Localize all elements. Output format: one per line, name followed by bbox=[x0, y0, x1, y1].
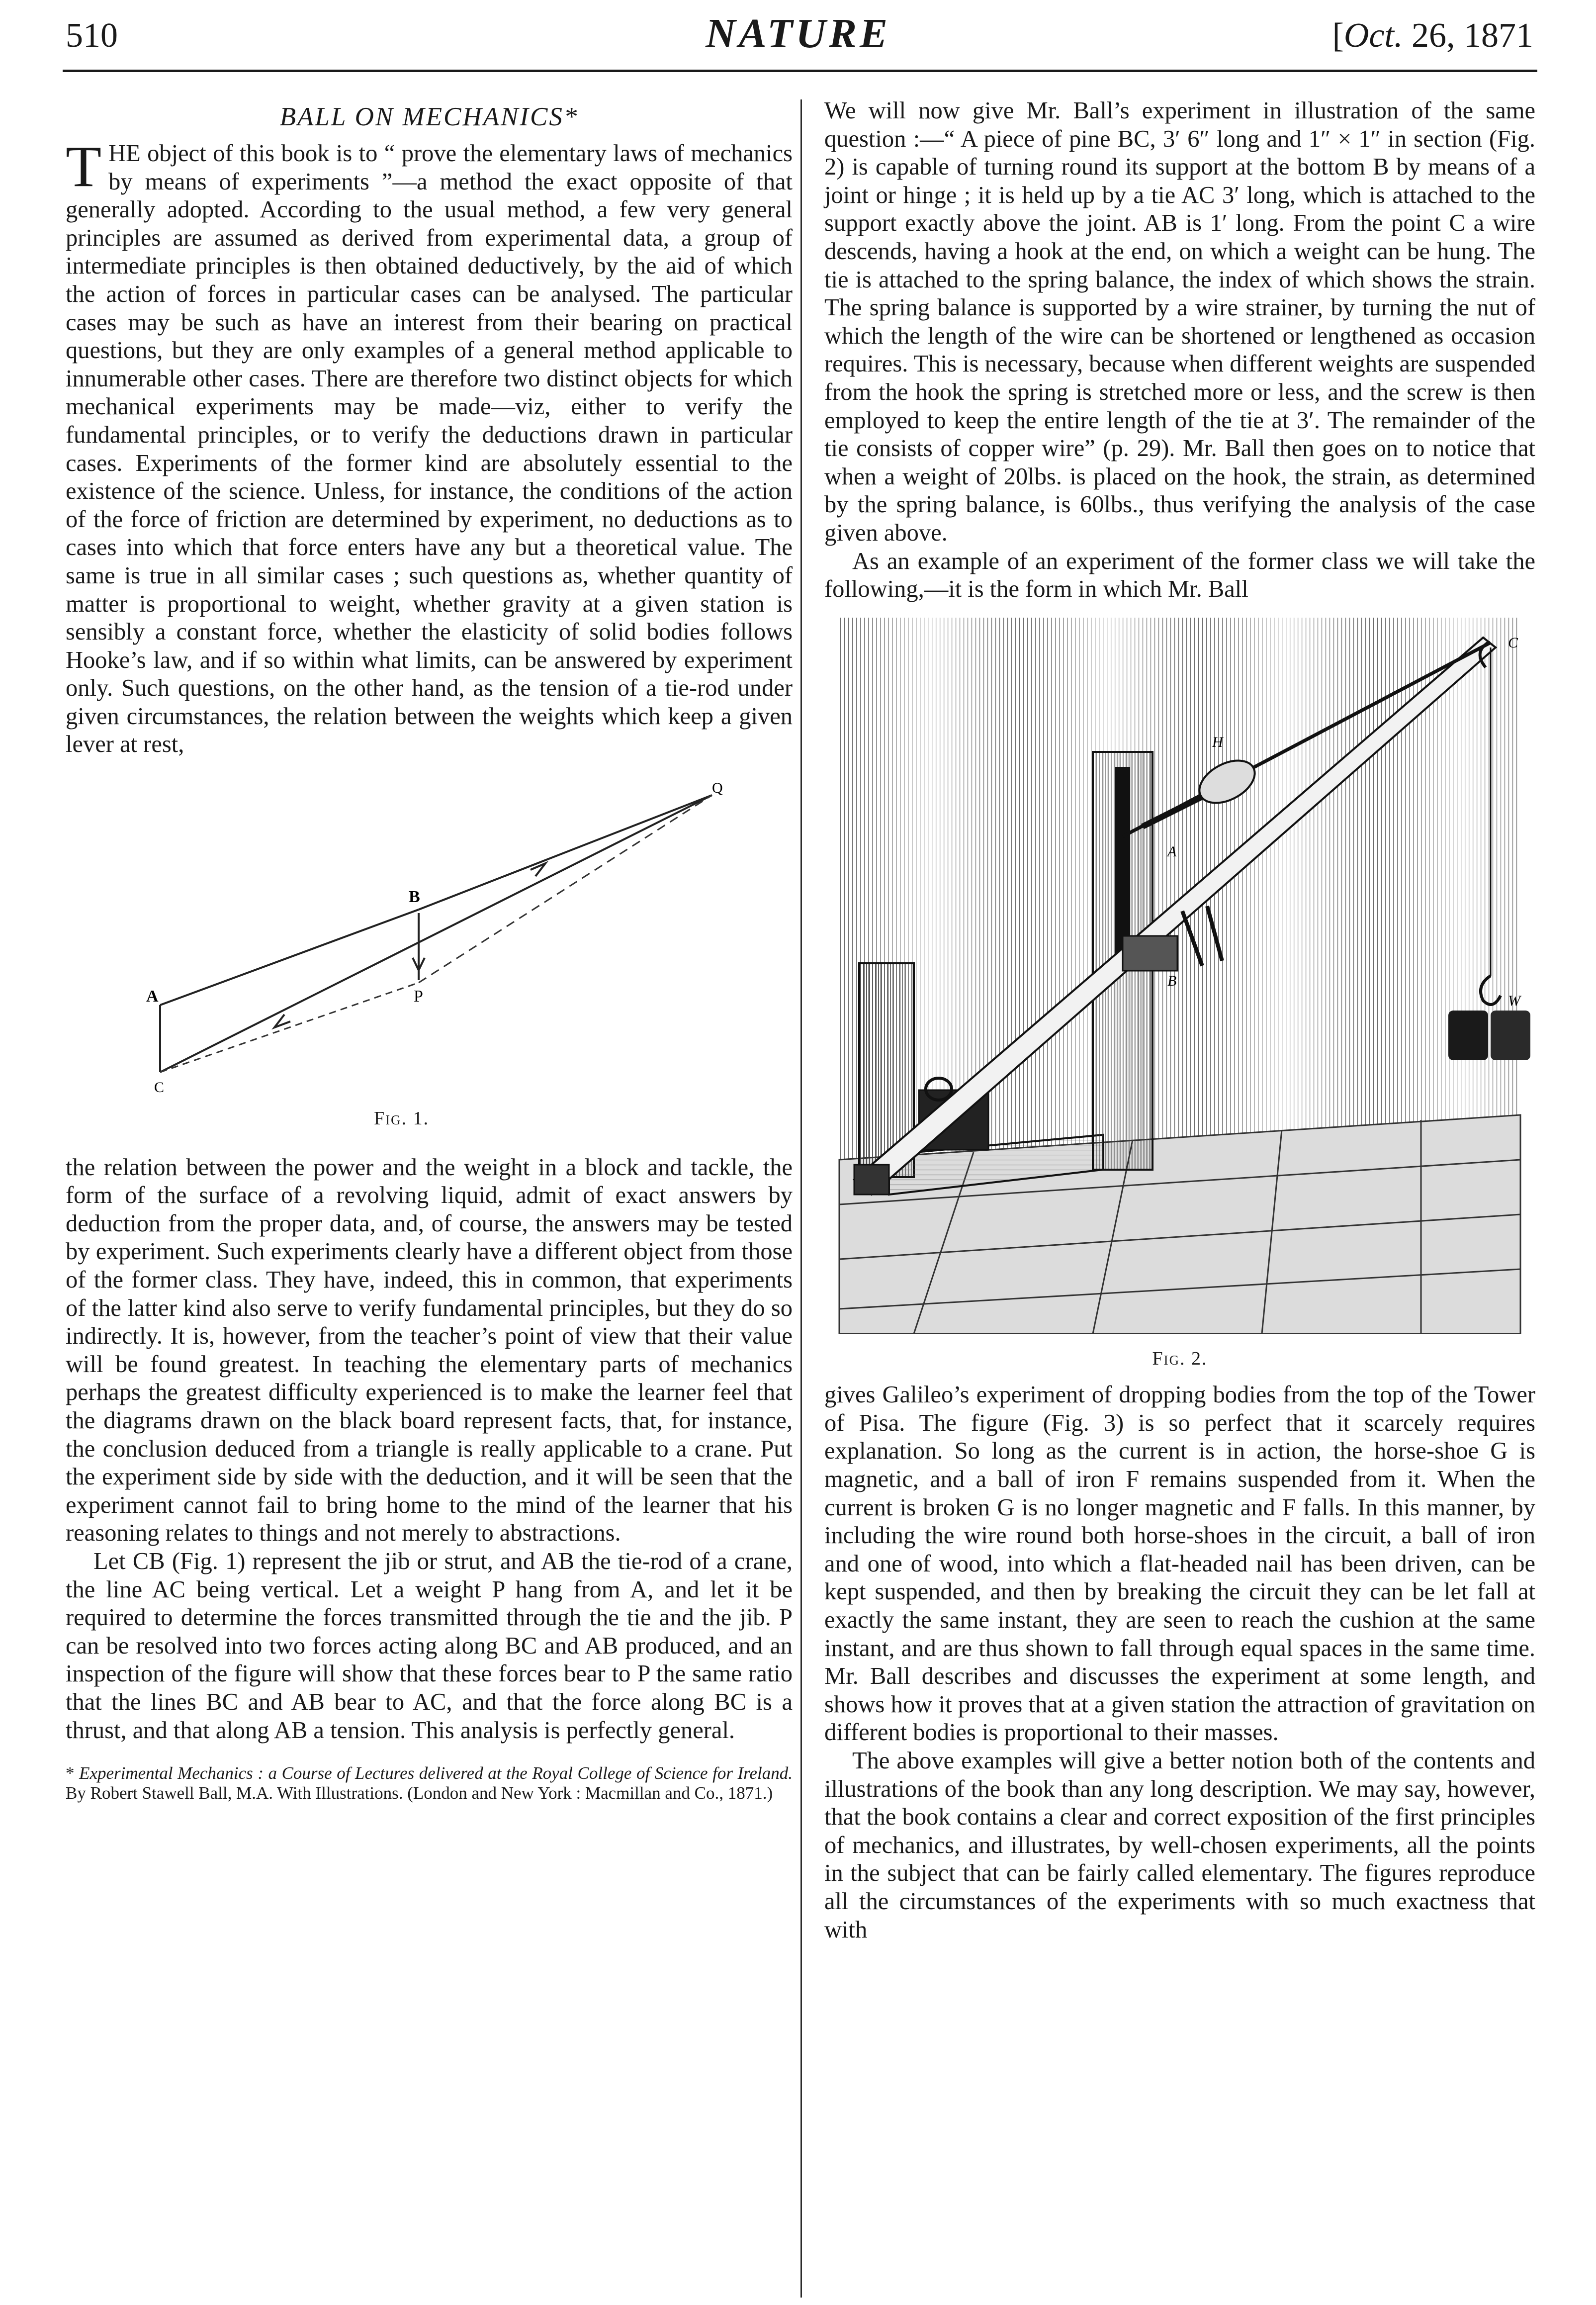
fig2-caption: Fig. 2. bbox=[1152, 1348, 1208, 1370]
column-divider bbox=[800, 99, 802, 2298]
fig1-label-c: C bbox=[154, 1079, 165, 1096]
fig2-label-w: W bbox=[1508, 992, 1520, 1009]
figure-2 bbox=[824, 618, 1535, 1371]
fig2-label-c: C bbox=[1508, 634, 1518, 651]
header-rule bbox=[63, 70, 1537, 72]
left-column bbox=[66, 97, 793, 1803]
date-month: Oct. bbox=[1343, 16, 1403, 55]
fig2-label-b: B bbox=[1167, 972, 1177, 989]
footnote-publication: By Robert Stawell Ball, M.A. With Illustrations. (London and New York : Macmillan and Co., 1871.) bbox=[66, 1783, 773, 1803]
running-header bbox=[0, 0, 1596, 75]
right-paragraph-4: The above examples will give a better notion both of the contents and illustrations of the book than any long description. We may say, however, that the book contains a clear and correct exposition of the first principles of mechanics, and illustrates, by well-chosen experiments, all the points in the subject that can be fairly called elementary. The figures reproduce all the circumstances of the experiments with so much exactness that with bbox=[824, 1748, 1535, 1943]
left-paragraph-3: Let CB (Fig. 1) represent the jib or strut, and AB the tie-rod of a crane, the line AC being vertical. Let a weight P hang from A, and let it be required to determine the forces transmitted through the tie and the jib. P can be resolved into two forces acting along BC and AB produced, and an inspection of the figure will show that these forces bear to P the same ratio that the lines BC and AB bear to AC, and that the force along BC is a thrust, and that along AB a tension. This analysis is perfectly general. bbox=[66, 1548, 793, 1744]
fig1-arrow-jib bbox=[274, 1014, 290, 1027]
right-column bbox=[824, 97, 1535, 1944]
fig1-diagram bbox=[66, 779, 793, 1147]
fig2-weight-1 bbox=[1448, 1011, 1488, 1060]
right-paragraph-2: As an example of an experiment of the former class we will take the following,—it is the form in which Mr. Ball bbox=[824, 548, 1535, 603]
fig1-line-ab bbox=[160, 910, 419, 1005]
fig1-label-a: A bbox=[146, 987, 159, 1006]
right-paragraph-3: gives Galileo’s experiment of dropping bodies from the top of the Tower of Pisa. The figure (Fig. 3) is so perfect that it scarcely requires explanation. So long as the current is in action, the horse-shoe G is magnetic, and a ball of iron F remains suspended from it. When the current is broken G is no longer magnetic and F falls. In this manner, by including the wire round both horse-shoes in the circuit, a ball of iron and one of wood, into which a flat-headed nail has been driven, can be kept suspended, and then by breaking the circuit they can be let fall at exactly the same instant, they are seen to reach the cushion at the same instant, and are thus shown to fall through equal spaces in the same time. Mr. Ball describes and discusses the experiment at some length, and shows how it proves that at a given station the attraction of gravitation on different bodies is proportional to their masses. bbox=[824, 1382, 1535, 1746]
footnote bbox=[66, 1763, 793, 1803]
fig1-line-cq bbox=[160, 795, 712, 1072]
drop-cap: T bbox=[66, 134, 102, 199]
intro-paragraph bbox=[66, 134, 793, 759]
fig2-hinge bbox=[1123, 936, 1177, 971]
fig2-bottom-clamp bbox=[854, 1165, 889, 1195]
fig1-line-cp bbox=[160, 983, 419, 1072]
fig1-caption: Fig. 1. bbox=[374, 1108, 430, 1129]
article-title: BALL ON MECHANICS* bbox=[279, 102, 579, 131]
fig1-line-pq bbox=[419, 795, 712, 983]
fig1-label-p: P bbox=[414, 987, 423, 1006]
fig1-line-bq bbox=[419, 795, 712, 910]
fig2-engraving bbox=[824, 618, 1535, 1334]
fig2-label-a: A bbox=[1167, 843, 1177, 860]
figure-1 bbox=[66, 779, 793, 1154]
journal-title: NATURE bbox=[705, 10, 891, 57]
issue-date bbox=[1332, 11, 1533, 61]
fig1-label-q: Q bbox=[712, 780, 723, 797]
page-number: 510 bbox=[66, 16, 118, 55]
fig2-label-h: H bbox=[1212, 734, 1223, 750]
footnote-title: Experimental Mechanics : a Course of Lectures delivered at the Royal College of Science for Ireland. bbox=[79, 1763, 793, 1783]
intro-text: HE object of this book is to “ prove the elementary laws of mechanics by means of experiments ”—a method the exact opposite of that generally adopted. According to the usual method, a few very general principles are assumed as derived from experimental data, a group of intermediate principles is then obtained deductively, by the aid of which the action of forces in particular cases can be analysed. The particular cases may be such as have an interest from their bearing on practical questions, but they are only examples of a general method applicable to innumerable other cases. There are therefore two distinct objects for which mechanical experiments may be made—viz, either to verify the fundamental principles, or to verify the deductions drawn in particular cases. Experiments of the former kind are absolutely essential to the existence of the science. Unless, for instance, the conditions of the action of the force of friction are determined by experiment, no deductions as to cases into which that force enters have any but a theoretical value. The same is true in all similar cases ; such questions as, whether quantity of matter is proportional to weight, whether gravity at a given station is sensibly a constant force, whether the elasticity of solid bodies follows Hooke’s law, and if so within what limits, can be answered by experiment only. Such questions, on the other hand, as the tension of a tie-rod under given circumstances, the relation between the weights which keep a given lever at rest, bbox=[66, 140, 793, 758]
fig2-weight-2 bbox=[1491, 1011, 1530, 1060]
date-bracket: [ bbox=[1332, 16, 1344, 55]
date-rest: 26, 1871 bbox=[1403, 16, 1533, 55]
left-paragraph-2: the relation between the power and the weight in a block and tackle, the form of the surface of a revolving liquid, admit of exact answers by deduction from the proper data, and, of course, the answers may be tested by experiment. Such experiments clearly have a different object from those of the former class. They have, indeed, this in common, that experiments of the latter kind also serve to verify fundamental principles, but they do so indirectly. It is, however, from the teacher’s point of view that their value will be found greatest. In teaching the elementary parts of mechanics perhaps the greatest difficulty experienced is to make the learner feel that the diagrams drawn on the black board represent facts, that, for instance, the conclusion deduced from a triangle is really applicable to a crane. Put the experiment side by side with the deduction, and it will be seen that the experiment cannot fail to bring home to the mind of the learner that his reasoning relates to things and not merely to abstractions. bbox=[66, 1154, 793, 1547]
right-paragraph-1: We will now give Mr. Ball’s experiment in illustration of the same question :—“ A piece of pine BC, 3′ 6″ long and 1″ × 1″ in section (Fig. 2) is capable of turning round its support at the bottom B by means of a joint or hinge ; it is held up by a tie AC 3′ long, which is attached to the support exactly above the joint. AB is 1′ long. From the point C a wire descends, having a hook at the end, on which a weight can be hung. The tie is attached to the spring balance, the index of which shows the strain. The spring balance is supported by a wire strainer, by turning the nut of which the length of the wire can be shortened or lengthened as occasion requires. This is necessary, because when different weights are suspended from the hook the spring is stretched more or less, and the screw is then employed to keep the entire length of the tie at 3′. The remainder of the tie consists of copper wire” (p. 29). Mr. Ball then goes on to notice that when a weight of 20lbs. is placed on the hook, the strain, as determined by the spring balance, is 60lbs., thus verifying the analysis of the case given above. bbox=[824, 97, 1535, 546]
footnote-mark: * bbox=[66, 1763, 80, 1783]
fig1-label-b: B bbox=[409, 888, 420, 907]
